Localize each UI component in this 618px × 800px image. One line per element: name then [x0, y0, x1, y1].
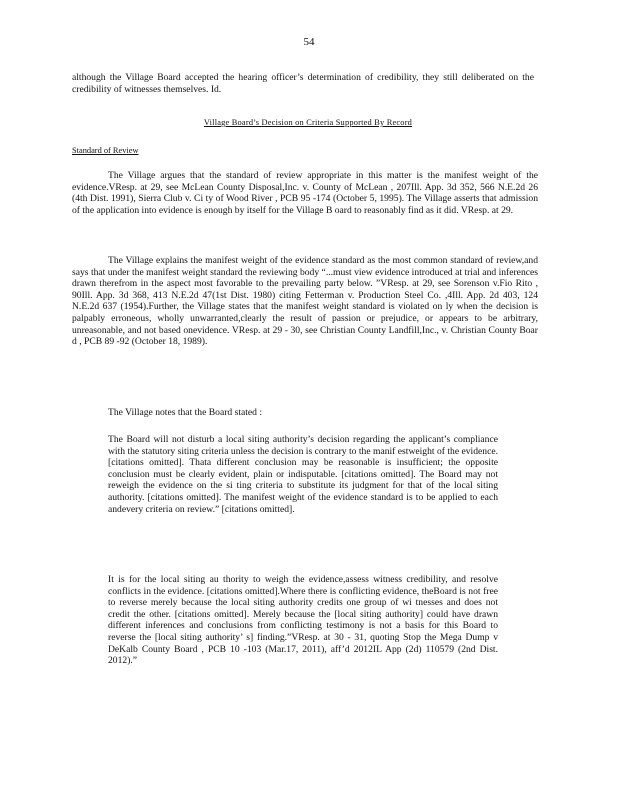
paragraph-standard-of-review: The Village argues that the standard of review appropriate in this matter is the manifest weight of the evidence.VResp. at 29, see McLean County Disposal,Inc. v. County of McLean , 207Ill. App. 3d 352, 566 N.E.2d 26 (4th Dist. 1991), Sierra Club v. Ci ty of Wood River , PCB 95 -174 (October 5, 1995). The Village asserts that admission of the application into evidence is enough by itself for the Village B oard to reasonably find as it did. VResp. at 29.	[72, 170, 538, 216]
block-quote-2: It is for the local siting au thority to weigh the evidence,assess witness credibility, and resolve conflicts in the evidence. [citations omitted].Where there is conflicting evidence, theBoard is not free to reverse merely because the local siting authority credits one group of wi tnesses and does not credit the other. [citations omitted]. Merely because the [local siting authority] could have drawn different inferences and conclusions from conflicting testimony is not a basis for this Board to reverse the [local siting authority’ s] finding.”VResp. at 30 - 31, quoting Stop the Mega Dump v DeKalb County Board , PCB 10 -103 (Mar.17, 2011), aff’d 2012IL App (2d) 110579 (2nd Dist. 2012).”	[108, 574, 498, 667]
section-heading: Village Board’s Decision on Criteria Supported By Record	[203, 118, 413, 127]
paragraph-board-stated: The Village notes that the Board stated :	[108, 407, 263, 418]
paragraph-continuation: although the Village Board accepted the hearing officer’s determination of credibility, they still deliberated on the credibility of witnesses themselves. Id.	[72, 72, 534, 95]
page-number: 54	[303, 36, 315, 48]
subsection-heading: Standard of Review	[72, 146, 139, 155]
block-quote-1: The Board will not disturb a local siting authority’s decision regarding the applicant’s compliance with the statutory siting criteria unless the decision is contrary to the manif estweight of the evidence. [citations omitted]. Thata different conclusion may be reasonable is insufficient; the opposite conclusion must be clearly evident, plain or indisputable. [citations omitted]. The Board may not reweigh the evidence on the si ting criteria to substitute its judgment for that of the local siting authority. [citations omitted]. The manifest weight of the evidence standard is to be applied to each andevery criteria on review.” [citations omitted].	[108, 434, 498, 515]
paragraph-manifest-weight: The Village explains the manifest weight of the evidence standard as the most common standard of review,and says that under the manifest weight standard the reviewing body “...must view evidence introduced at trial and inferences drawn therefrom in the aspect most favorable to the prevailing party below. ”VResp. at 29, see Sorenson v.Fio Rito , 90Ill. App. 3d 368, 413 N.E.2d 47(1st Dist. 1980) citing Fetterman v. Production Steel Co. ,4Ill. App. 2d 403, 124 N.E.2d 637 (1954).Further, the Village states that the manifest weight standard is violated on ly when the decision is palpably erroneous, wholly unwarranted,clearly the result of passion or prejudice, or appears to be arbitrary, unreasonable, and not based onevidence. VResp. at 29 - 30, see Christian County Landfill,Inc., v. Christian County Boar d , PCB 89 -92 (October 18, 1989).	[72, 255, 538, 348]
